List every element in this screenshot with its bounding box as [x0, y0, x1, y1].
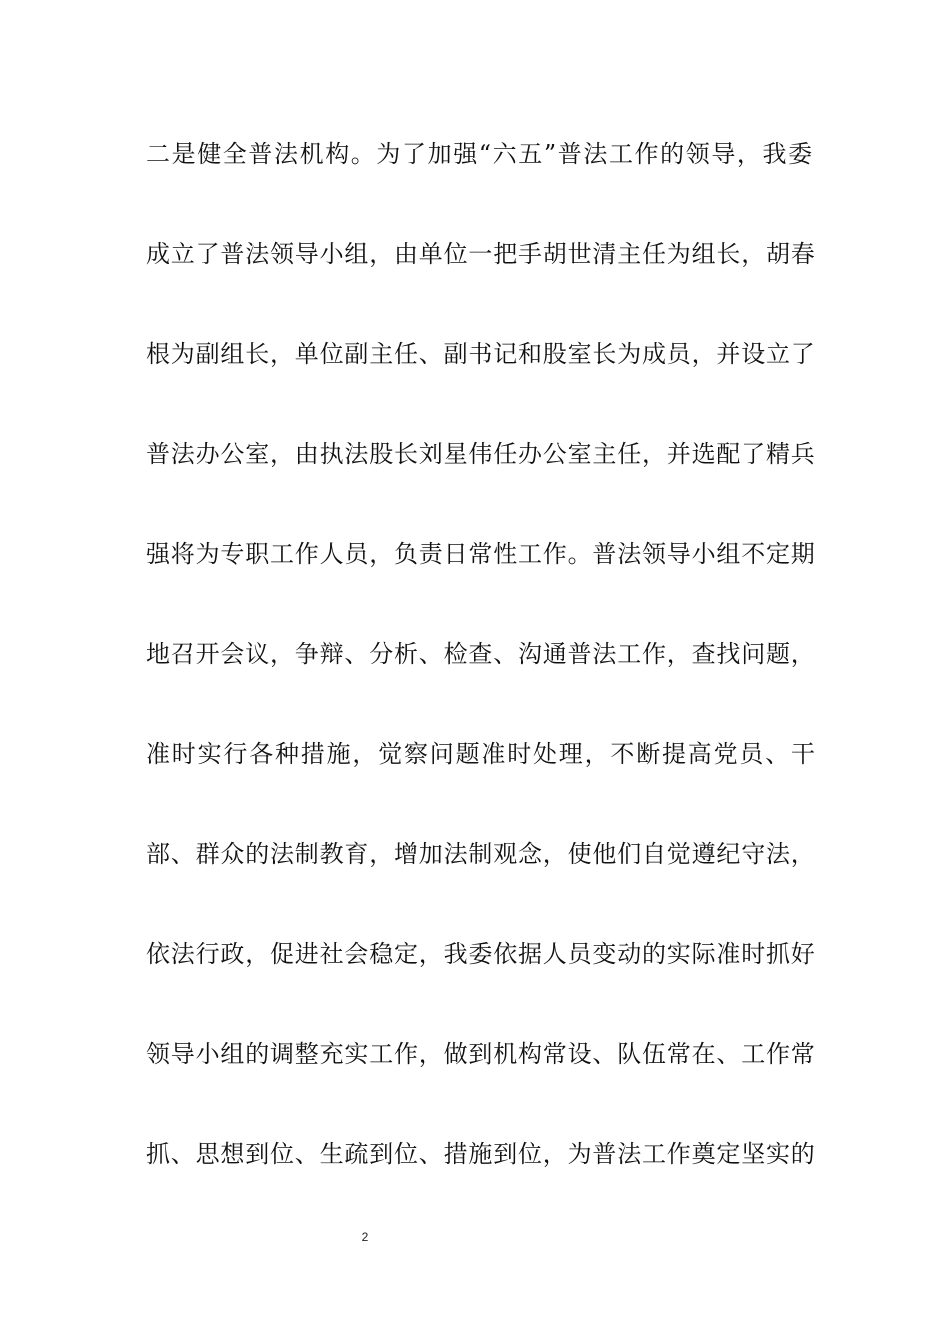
text-line: 强将为专职工作人员，负责日常性工作。普法领导小组不定期	[146, 540, 816, 568]
text-line: 根为副组长，单位副主任、副书记和股室长为成员，并设立了	[146, 340, 816, 368]
text-line: 二是健全普法机构。为了加强“六五”普法工作的领导，我委	[146, 140, 814, 168]
text-line: 普法办公室，由执法股长刘星伟任办公室主任，并选配了精兵	[146, 440, 816, 468]
text-line: 抓、思想到位、生疏到位、措施到位，为普法工作奠定坚实的	[146, 1140, 816, 1168]
body-text	[146, 134, 818, 1234]
text-line: 依法行政，促进社会稳定，我委依据人员变动的实际准时抓好	[146, 940, 816, 968]
page-number: 2	[361, 1230, 369, 1244]
text-line: 领导小组的调整充实工作，做到机构常设、队伍常在、工作常	[146, 1040, 816, 1068]
text-line: 地召开会议，争辩、分析、检查、沟通普法工作，查找问题，	[146, 640, 816, 668]
text-line: 准时实行各种措施，觉察问题准时处理，不断提高党员、干	[146, 740, 817, 768]
text-line: 部、群众的法制教育，增加法制观念，使他们自觉遵纪守法，	[146, 840, 816, 868]
text-line: 成立了普法领导小组，由单位一把手胡世清主任为组长，胡春	[146, 240, 816, 268]
